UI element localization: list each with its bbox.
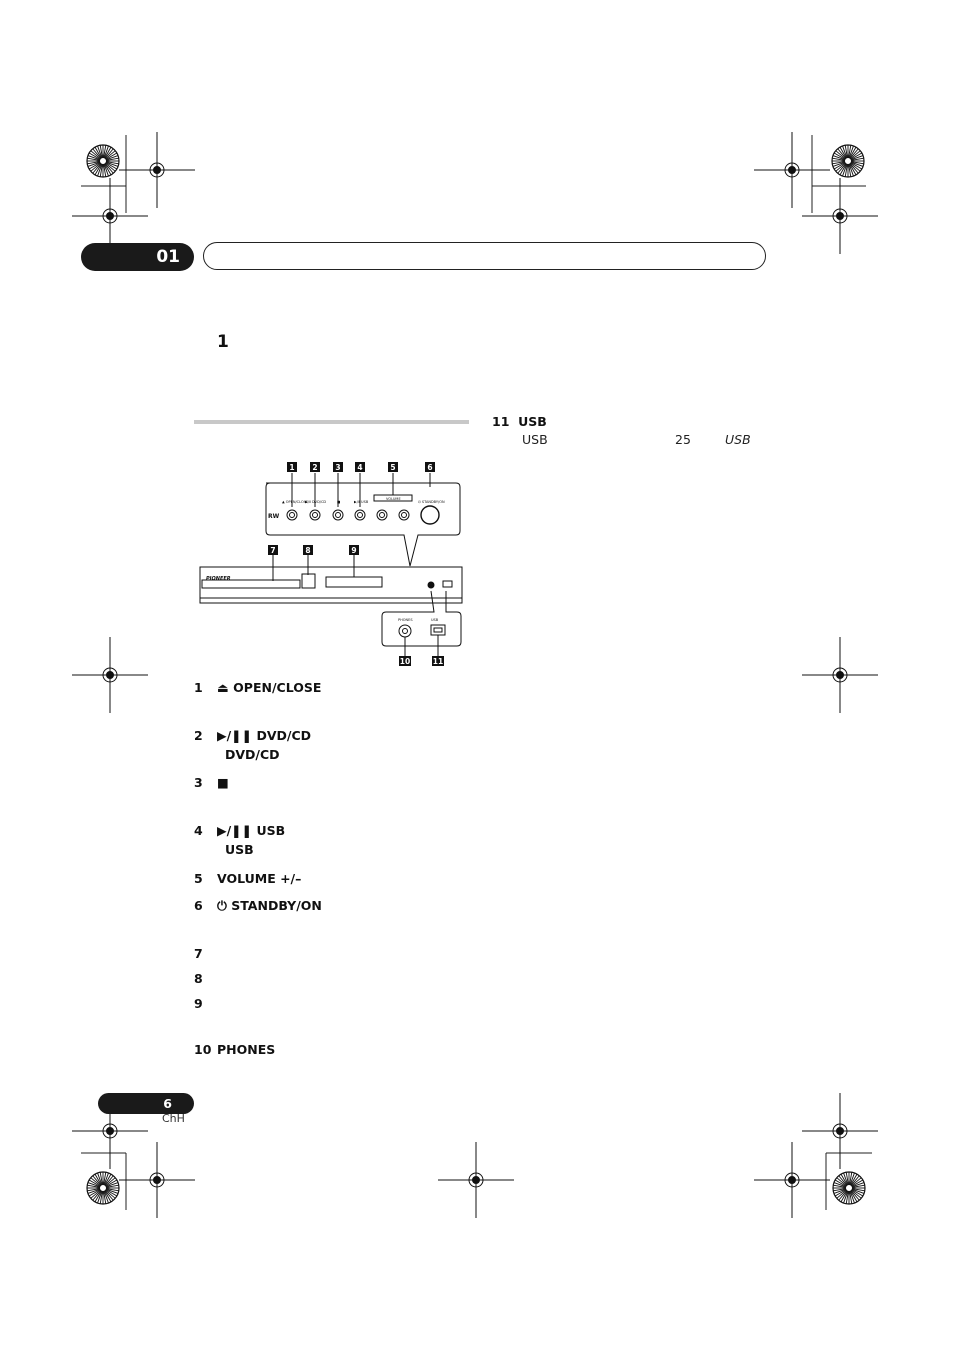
callout-5: 5 bbox=[390, 463, 396, 472]
callout-10: 10 bbox=[399, 657, 411, 666]
play-usb-button bbox=[355, 510, 365, 520]
callout-7: 7 bbox=[270, 546, 276, 555]
usb-heading: 11 USB bbox=[492, 414, 547, 429]
panel-label-volume: VOLUME bbox=[386, 497, 401, 501]
power-icon: ⏻ bbox=[217, 898, 227, 913]
panel-label-usb: ▶/II USB bbox=[354, 500, 369, 504]
page-ref: 25 bbox=[675, 432, 691, 447]
chapter-number-badge: 01 bbox=[81, 243, 194, 271]
display-window bbox=[326, 577, 382, 587]
callout-8: 8 bbox=[305, 546, 311, 555]
usb-ref: USB bbox=[725, 432, 751, 447]
svg-text:■: ■ bbox=[337, 500, 341, 504]
callout-11: 11 bbox=[432, 657, 444, 666]
jack-label-phones: PHONES bbox=[398, 618, 413, 622]
volume-down-button bbox=[377, 510, 387, 520]
panel-label-standby: ⏻ STANDBY/ON bbox=[418, 500, 445, 504]
jack-label-usb: USB bbox=[431, 618, 439, 622]
stop-icon: ■ bbox=[217, 775, 229, 790]
play-pause-icon: ▶/❚❚ bbox=[217, 823, 253, 838]
callout-4: 4 bbox=[357, 463, 363, 472]
crosshair-icon bbox=[72, 132, 878, 1218]
chapter-title-bar bbox=[203, 242, 766, 270]
open-close-button bbox=[287, 510, 297, 520]
section-rule bbox=[194, 420, 469, 424]
front-panel-figure bbox=[194, 455, 474, 670]
brand-logo: PIONEER bbox=[206, 576, 231, 582]
eject-icon: ⏏ bbox=[217, 680, 229, 695]
callout-6: 6 bbox=[427, 463, 433, 472]
callout-2: 2 bbox=[312, 463, 318, 472]
callout-badges bbox=[268, 462, 444, 666]
panel-label-dvd: ▶/II DVD/CD bbox=[305, 500, 327, 504]
play-dvd-button bbox=[310, 510, 320, 520]
volume-up-button bbox=[399, 510, 409, 520]
callout-1: 1 bbox=[289, 463, 295, 472]
language-code: ChH bbox=[162, 1112, 185, 1125]
usb-text: USB bbox=[522, 432, 548, 447]
callout-3: 3 bbox=[335, 463, 341, 472]
rw-logo: RW bbox=[268, 513, 280, 520]
play-pause-icon: ▶/❚❚ bbox=[217, 728, 253, 743]
section-heading-number: 1 bbox=[217, 332, 229, 352]
panel-label-open-close: ▲ OPEN/CLOSE bbox=[282, 500, 309, 504]
stop-button bbox=[333, 510, 343, 520]
standby-button bbox=[421, 506, 439, 524]
callout-9: 9 bbox=[351, 546, 357, 555]
page-number: 6 bbox=[98, 1093, 194, 1114]
ir-sensor bbox=[302, 574, 315, 588]
